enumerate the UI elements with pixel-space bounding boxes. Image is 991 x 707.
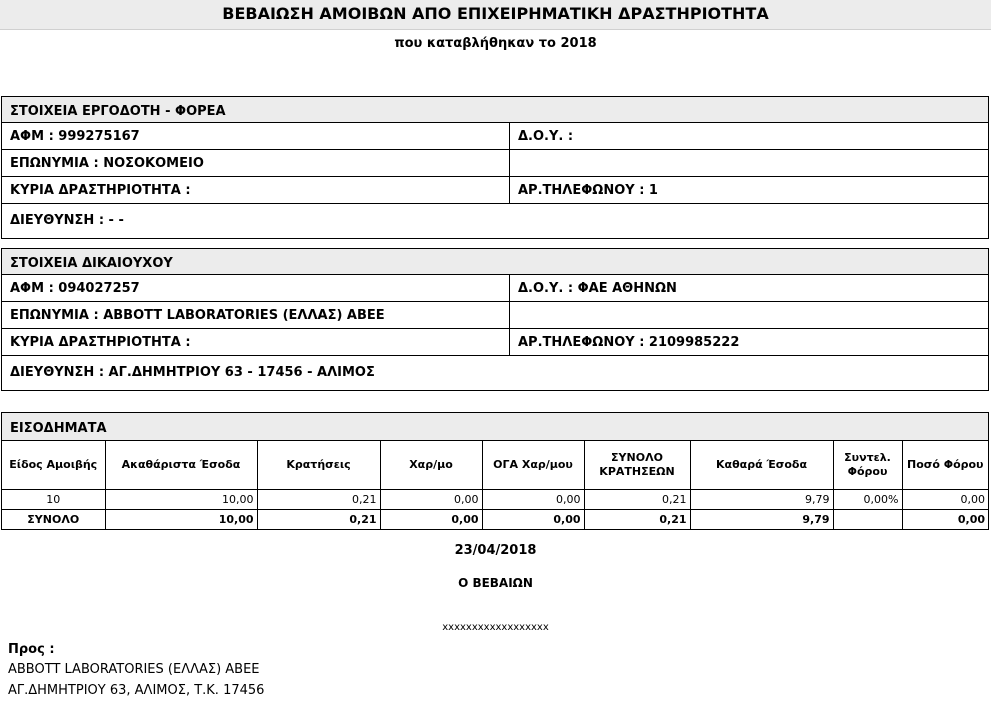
beneficiary-address: ΔΙΕΥΘΥΝΣΗ : ΑΓ.ΔΗΜΗΤΡΙΟΥ 63 - 17456 - ΑΛΙΜΟΣ — [10, 365, 375, 380]
beneficiary-section — [1, 248, 989, 391]
income-heading: ΕΙΣΟΔΗΜΑΤΑ — [2, 413, 988, 441]
cell-fee-type: 10 — [2, 490, 105, 510]
cell-tax-rate: 0,00% — [833, 490, 902, 510]
signature-placeholder: xxxxxxxxxxxxxxxxxx — [442, 622, 549, 633]
employer-section — [1, 96, 989, 239]
recipient-label: Προς : — [8, 642, 55, 657]
beneficiary-row-afm — [2, 275, 988, 302]
income-header-row — [2, 441, 988, 490]
cell-deductions: 0,21 — [257, 490, 380, 510]
table-row — [2, 490, 988, 510]
total-oga: 0,00 — [482, 510, 584, 530]
employer-address: ΔΙΕΥΘΥΝΣΗ : - - — [10, 213, 124, 228]
employer-row-afm — [2, 123, 988, 150]
employer-name-right — [510, 150, 988, 176]
cell-oga: 0,00 — [482, 490, 584, 510]
recipient-address: ΑΓ.ΔΗΜΗΤΡΙΟΥ 63, ΑΛΙΜΟΣ, Τ.Κ. 17456 — [8, 683, 265, 698]
recipient-name: ABBOTT LABORATORIES (ΕΛΛΑΣ) ΑΒΕΕ — [8, 662, 260, 677]
total-deductions: 0,21 — [257, 510, 380, 530]
col-header-stamp: Χαρ/μο — [380, 441, 482, 490]
col-header-oga: ΟΓΑ Χαρ/μου — [482, 441, 584, 490]
cell-gross: 10,00 — [105, 490, 257, 510]
col-header-fee-type: Είδος Αμοιβής — [2, 441, 105, 490]
employer-row-name — [2, 150, 988, 177]
beneficiary-doy: Δ.Ο.Υ. : ΦΑΕ ΑΘΗΝΩΝ — [518, 281, 677, 296]
document-title: ΒΕΒΑΙΩΣΗ ΑΜΟΙΒΩΝ ΑΠΟ ΕΠΙΧΕΙΡΗΜΑΤΙΚΗ ΔΡΑΣΤΗΡΙΟΤΗΤΑ — [0, 0, 991, 30]
beneficiary-row-name — [2, 302, 988, 329]
employer-row-address — [2, 204, 988, 238]
employer-afm: ΑΦΜ : 999275167 — [2, 123, 510, 149]
col-header-deductions: Κρατήσεις — [257, 441, 380, 490]
beneficiary-afm: ΑΦΜ : 094027257 — [2, 275, 510, 301]
col-header-tax-rate: Συντελ. Φόρου — [833, 441, 902, 490]
total-stamp: 0,00 — [380, 510, 482, 530]
cell-total-deductions: 0,21 — [584, 490, 690, 510]
beneficiary-row-address — [2, 356, 988, 390]
employer-row-activity — [2, 177, 988, 204]
beneficiary-phone: ΑΡ.ΤΗΛΕΦΩΝΟΥ : 2109985222 — [518, 335, 740, 350]
col-header-gross: Ακαθάριστα Έσοδα — [105, 441, 257, 490]
signer-label: Ο ΒΕΒΑΙΩΝ — [458, 576, 533, 590]
employer-heading: ΣΤΟΙΧΕΙΑ ΕΡΓΟΔΟΤΗ - ΦΟΡΕΑ — [2, 97, 988, 123]
beneficiary-name-right — [510, 302, 988, 328]
col-header-net: Καθαρά Έσοδα — [690, 441, 833, 490]
total-gross: 10,00 — [105, 510, 257, 530]
income-table — [2, 441, 988, 529]
col-header-tax-amount: Ποσό Φόρου — [902, 441, 988, 490]
total-net: 9,79 — [690, 510, 833, 530]
document-subtitle: που καταβλήθηκαν το 2018 — [394, 36, 597, 51]
beneficiary-heading: ΣΤΟΙΧΕΙΑ ΔΙΚΑΙΟΥΧΟΥ — [2, 249, 988, 275]
income-section — [1, 412, 989, 530]
col-header-total-deductions: ΣΥΝΟΛΟ ΚΡΑΤΗΣΕΩΝ — [584, 441, 690, 490]
total-tax-rate — [833, 510, 902, 530]
total-row — [2, 510, 988, 530]
beneficiary-row-activity — [2, 329, 988, 356]
cell-stamp: 0,00 — [380, 490, 482, 510]
beneficiary-activity: ΚΥΡΙΑ ΔΡΑΣΤΗΡΙΟΤΗΤΑ : — [2, 329, 510, 355]
cell-net: 9,79 — [690, 490, 833, 510]
employer-activity: ΚΥΡΙΑ ΔΡΑΣΤΗΡΙΟΤΗΤΑ : — [2, 177, 510, 203]
cell-tax-amount: 0,00 — [902, 490, 988, 510]
beneficiary-name: ΕΠΩΝΥΜΙΑ : ABBOTT LABORATORIES (ΕΛΛΑΣ) ΑΒΕΕ — [2, 302, 510, 328]
employer-doy: Δ.Ο.Υ. : — [518, 129, 574, 144]
employer-phone: ΑΡ.ΤΗΛΕΦΩΝΟΥ : 1 — [518, 183, 658, 198]
total-total-deductions: 0,21 — [584, 510, 690, 530]
issue-date: 23/04/2018 — [454, 543, 537, 558]
employer-name: ΕΠΩΝΥΜΙΑ : ΝΟΣΟΚΟΜΕΙΟ — [2, 150, 510, 176]
total-label: ΣΥΝΟΛΟ — [2, 510, 105, 530]
total-tax-amount: 0,00 — [957, 512, 985, 526]
